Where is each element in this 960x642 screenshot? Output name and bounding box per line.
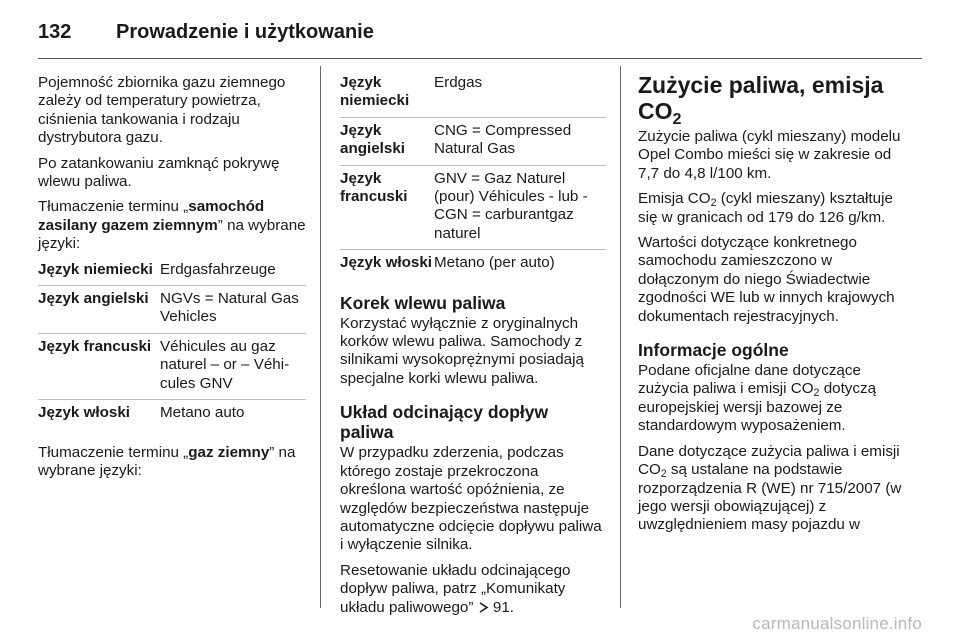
watermark: carmanualsonline.info xyxy=(752,614,922,633)
column-3 xyxy=(638,74,906,542)
subscript: 2 xyxy=(710,197,717,210)
text-span: Resetowanie układu odcinającego dopływ paliwa, patrz „Komunikaty układu paliwowego” xyxy=(340,561,571,616)
text-span: Podane oficjalne dane dotyczące zużycia paliwa i emisji CO xyxy=(638,362,861,398)
paragraph-fuel-cutoff-reset xyxy=(340,562,606,617)
table-key: Język niemiecki xyxy=(38,260,153,278)
paragraph-close-flap: Po zatankowaniu zamknąć pokrywę wlewu paliwa. xyxy=(38,154,280,191)
text-span: są ustalane na podstawie rozporządzenia R (WE) nr 715/2007 (w jego wersji obowiązującej) z uwzględnieniem masy pojazdu w xyxy=(638,461,902,534)
table-value: NGVs = Natural Gas Vehicles xyxy=(160,290,299,326)
table-row xyxy=(38,285,306,333)
translation-table-gas xyxy=(340,74,606,279)
paragraph-fuel-cap: Korzystać wyłącznie z oryginalnych korków wlewu paliwa. Samochody z silnikami wysokoprężnymi posiadają specjalne korki wlewu paliwa. xyxy=(340,314,584,387)
paragraph-translation-intro-gas xyxy=(38,444,306,481)
term-bold: samochód zasilany gazem ziemnym xyxy=(38,198,265,234)
table-value: Erdgas xyxy=(434,74,483,91)
page-header xyxy=(38,14,374,50)
subscript: 2 xyxy=(813,387,820,400)
table-key: Język angielski xyxy=(340,121,405,158)
text-span: ” na wybrane języki: xyxy=(38,443,296,479)
table-value: Metano auto xyxy=(160,404,245,422)
table-row xyxy=(38,399,306,428)
header-rule xyxy=(38,58,922,59)
text-span: Emisja CO xyxy=(638,190,711,208)
heading-fuel-cutoff: Układ odcinający dopływ paliwa xyxy=(340,402,549,443)
table-value: GNV = Gaz Naturel (pour) Véhicules - lub - CGN = carburantgaz naturel xyxy=(434,169,588,242)
table-key: Język niemiecki xyxy=(340,74,410,110)
paragraph-general-info-1 xyxy=(638,362,906,436)
page-reference-arrow-icon xyxy=(478,602,489,613)
paragraph-emission xyxy=(638,190,906,227)
column-2 xyxy=(340,74,606,624)
table-key: Język francuski xyxy=(38,337,152,355)
text-span: Tłumaczenie terminu „ xyxy=(38,443,189,461)
paragraph-general-info-2 xyxy=(638,443,906,535)
table-key: Język francuski xyxy=(340,169,408,206)
text-span: dotyczą europejskiej wersji bazowej ze standardowym wyposażeniem. xyxy=(638,380,877,435)
page-number: 132 xyxy=(38,20,72,43)
table-row xyxy=(340,165,606,250)
table-row xyxy=(38,261,306,285)
text-span: Dane dotyczące zużycia paliwa i emisji CO xyxy=(638,442,900,479)
heading-general-info: Informacje ogólne xyxy=(638,340,789,361)
subscript: 2 xyxy=(672,109,682,128)
column-1 xyxy=(38,74,306,487)
table-row xyxy=(340,74,606,117)
text-span: Zużycie paliwa, emisja CO xyxy=(638,72,884,124)
paragraph-translation-intro xyxy=(38,198,306,253)
table-row xyxy=(38,333,306,399)
text-span: (cykl mieszany) kształtuje się w granicach od 179 do 126 g/km. xyxy=(638,190,893,226)
translation-table-vehicle xyxy=(38,261,306,429)
page-reference[interactable]: 91. xyxy=(492,598,514,616)
subscript: 2 xyxy=(660,468,667,481)
table-value: Metano (per auto) xyxy=(434,254,555,272)
heading-fuel-cap: Korek wlewu paliwa xyxy=(340,292,506,313)
paragraph-capacity: Pojemność zbiornika gazu ziemnego zależy od temperatury powietrza, ciśnienia tankowania i rodzaju dystrybutora gazu. xyxy=(38,74,286,147)
paragraph-consumption-range: Zużycie paliwa (cykl mieszany) modelu Opel Combo mieści się w zakresie od 7,7 do 4,8 l/100 km. xyxy=(638,128,901,182)
table-key: Język angielski xyxy=(38,290,149,308)
table-key: Język włoski xyxy=(340,254,433,272)
heading-consumption xyxy=(638,72,906,128)
table-key: Język włoski xyxy=(38,404,131,422)
table-value: Erdgasfahrzeuge xyxy=(160,260,276,278)
column-divider-2 xyxy=(620,66,621,608)
paragraph-specific-values: Wartości dotyczące konkretnego samochodu zamieszczono w dołączonym do niego Świadectwie zgodności WE lub w innych krajowych dokumentach rejestracyjnych. xyxy=(638,234,895,325)
column-divider-1 xyxy=(320,66,321,608)
table-row xyxy=(340,249,606,278)
table-value: CNG = Compressed Natural Gas xyxy=(434,121,572,158)
table-value: Véhicules au gaz naturel – or – Véhicules GNV xyxy=(160,337,290,392)
text-span: Tłumaczenie terminu „ xyxy=(38,198,189,216)
table-row xyxy=(340,117,606,165)
text-span: ” na wybrane języki: xyxy=(38,216,306,253)
term-bold: gaz ziemny xyxy=(188,443,270,461)
page-title: Prowadzenie i użytkowanie xyxy=(116,20,374,43)
paragraph-fuel-cutoff: W przypadku zderzenia, podczas którego zostaje przekroczona określona wartość opóźnienia, ze względów bezpieczeństwa następuje automatyczne odcięcie dopływu paliwa i wyłączenie silnika. xyxy=(340,444,602,554)
